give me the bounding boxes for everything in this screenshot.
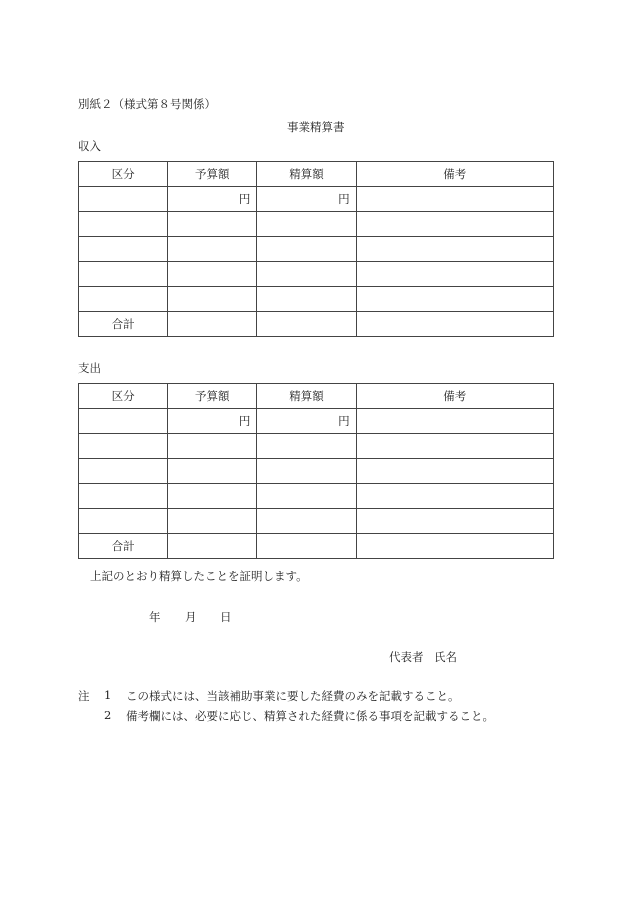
table-row — [79, 187, 554, 212]
income-header-budget: 予算額 — [168, 162, 257, 187]
expense-total-row — [79, 534, 554, 559]
certification-statement: 上記のとおり精算したことを証明します。 — [90, 569, 308, 583]
table-row — [79, 509, 554, 534]
note-number: 2 — [104, 708, 112, 722]
expense-header-budget: 予算額 — [168, 384, 257, 409]
expense-cell-category[interactable] — [79, 409, 168, 434]
note-number: 1 — [104, 688, 112, 702]
date-year-label: 年 — [149, 610, 161, 624]
income-header-remarks: 備考 — [356, 162, 553, 187]
expense-total-settlement[interactable] — [257, 534, 356, 559]
income-header-category: 区分 — [79, 162, 168, 187]
income-header-row — [79, 162, 554, 187]
expense-table — [78, 383, 554, 559]
form-reference: 別紙２（様式第８号関係） — [78, 97, 216, 111]
expense-header-category: 区分 — [79, 384, 168, 409]
income-total-remarks[interactable] — [356, 312, 553, 337]
income-settlement-unit[interactable]: 円 — [257, 187, 356, 212]
income-total-label: 合計 — [79, 312, 168, 337]
notes-label: 注 — [78, 689, 90, 703]
expense-total-label: 合計 — [79, 534, 168, 559]
income-header-settlement: 精算額 — [257, 162, 356, 187]
income-heading: 収入 — [78, 139, 101, 153]
note-text: 備考欄には、必要に応じ、精算された経費に係る事項を記載すること。 — [126, 709, 494, 723]
expense-total-remarks[interactable] — [356, 534, 553, 559]
expense-cell-remarks[interactable] — [356, 409, 553, 434]
date-day-label: 日 — [220, 610, 232, 624]
expense-settlement-unit[interactable]: 円 — [257, 409, 356, 434]
expense-budget-unit[interactable]: 円 — [168, 409, 257, 434]
expense-total-budget[interactable] — [168, 534, 257, 559]
expense-header-remarks: 備考 — [356, 384, 553, 409]
table-row — [79, 484, 554, 509]
signer-role: 代表者 — [389, 650, 424, 664]
income-cell-category[interactable] — [79, 187, 168, 212]
expense-header-settlement: 精算額 — [257, 384, 356, 409]
document-title: 事業精算書 — [287, 120, 345, 134]
note-text: この様式には、当該補助事業に要した経費のみを記載すること。 — [126, 689, 460, 703]
income-total-budget[interactable] — [168, 312, 257, 337]
income-table — [78, 161, 554, 337]
income-budget-unit[interactable]: 円 — [168, 187, 257, 212]
expense-header-row — [79, 384, 554, 409]
income-total-settlement[interactable] — [257, 312, 356, 337]
table-row — [79, 459, 554, 484]
signer-name-label: 氏名 — [434, 650, 457, 664]
table-row — [79, 237, 554, 262]
table-row — [79, 262, 554, 287]
income-cell-remarks[interactable] — [356, 187, 553, 212]
table-row — [79, 434, 554, 459]
income-total-row — [79, 312, 554, 337]
table-row — [79, 287, 554, 312]
table-row — [79, 409, 554, 434]
table-row — [79, 212, 554, 237]
date-month-label: 月 — [185, 610, 197, 624]
expense-heading: 支出 — [78, 361, 101, 375]
